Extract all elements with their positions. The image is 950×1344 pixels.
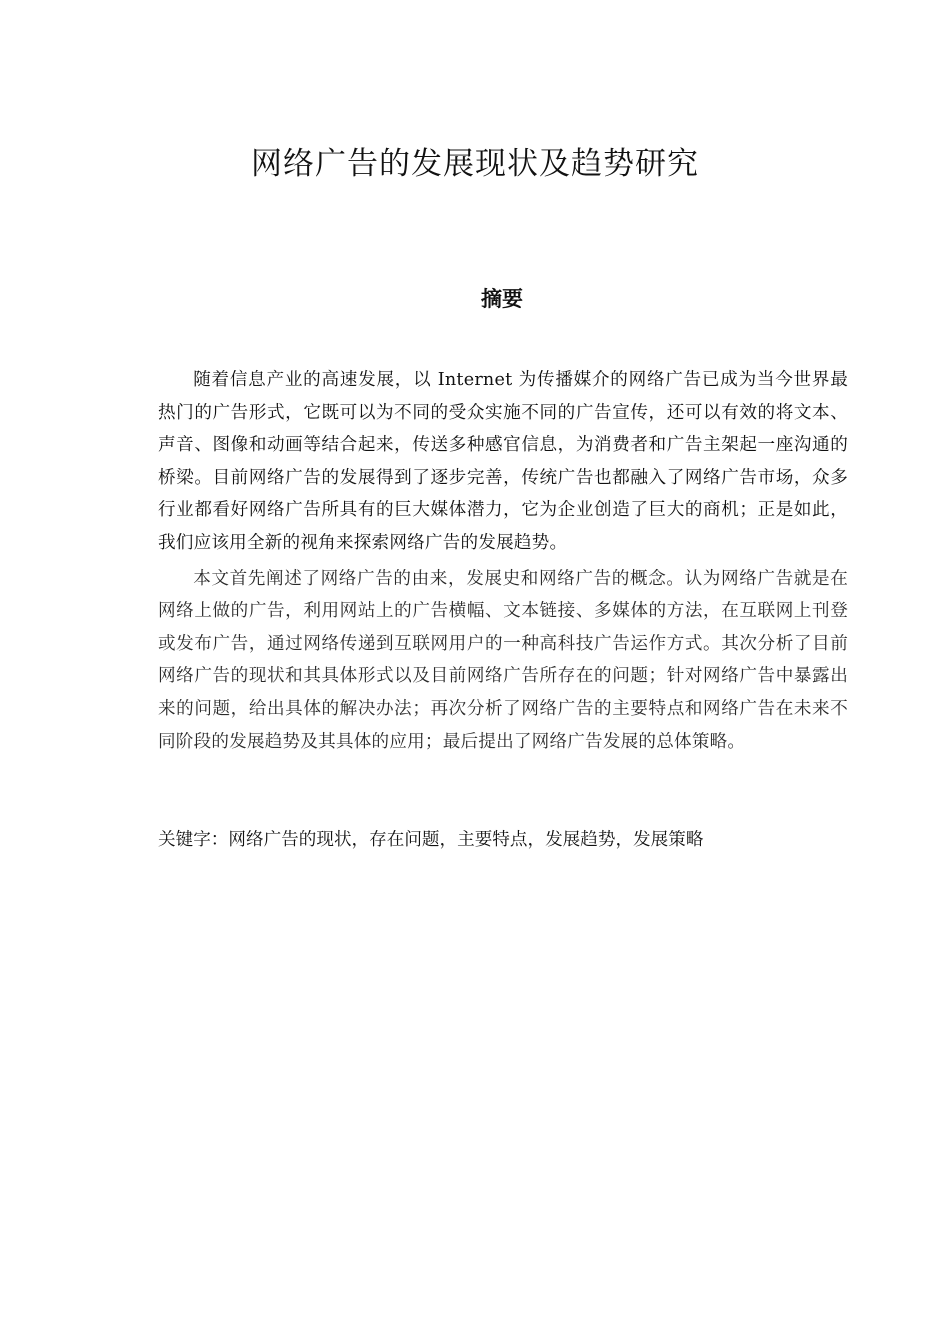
abstract-paragraph-1: 随着信息产业的高速发展，以 Internet 为传播媒介的网络广告已成为当今世界最热门的广告形式，它既可以为不同的受众实施不同的广告宣传，还可以有效的将文本、声音、图像和动画等结合起来，传送多种感官信息，为消费者和广告主架起一座沟通的桥梁。目前网络广告的发展得到了逐步完善，传统广告也都融入了网络广告市场，众多行业都看好网络广告所具有的巨大媒体潜力，它为企业创造了巨大的商机；正是如此，我们应该用全新的视角来探索网络广告的发展趋势。	[158, 370, 848, 553]
document-title: 网络广告的发展现状及趋势研究	[251, 146, 699, 182]
keywords-line: 关键字：网络广告的现状，存在问题，主要特点，发展趋势，发展策略	[158, 830, 704, 850]
abstract-body	[158, 364, 848, 761]
abstract-heading: 摘要	[481, 287, 523, 311]
abstract-paragraph-2: 本文首先阐述了网络广告的由来，发展史和网络广告的概念。认为网络广告就是在网络上做的广告，利用网站上的广告横幅、文本链接、多媒体的方法，在互联网上刊登或发布广告，通过网络传递到互联网用户的一种高科技广告运作方式。其次分析了目前网络广告的现状和其具体形式以及目前网络广告所存在的问题；针对网络广告中暴露出来的问题，给出具体的解决办法；再次分析了网络广告的主要特点和网络广告在未来不同阶段的发展趋势及其具体的应用；最后提出了网络广告发展的总体策略。	[158, 568, 848, 752]
